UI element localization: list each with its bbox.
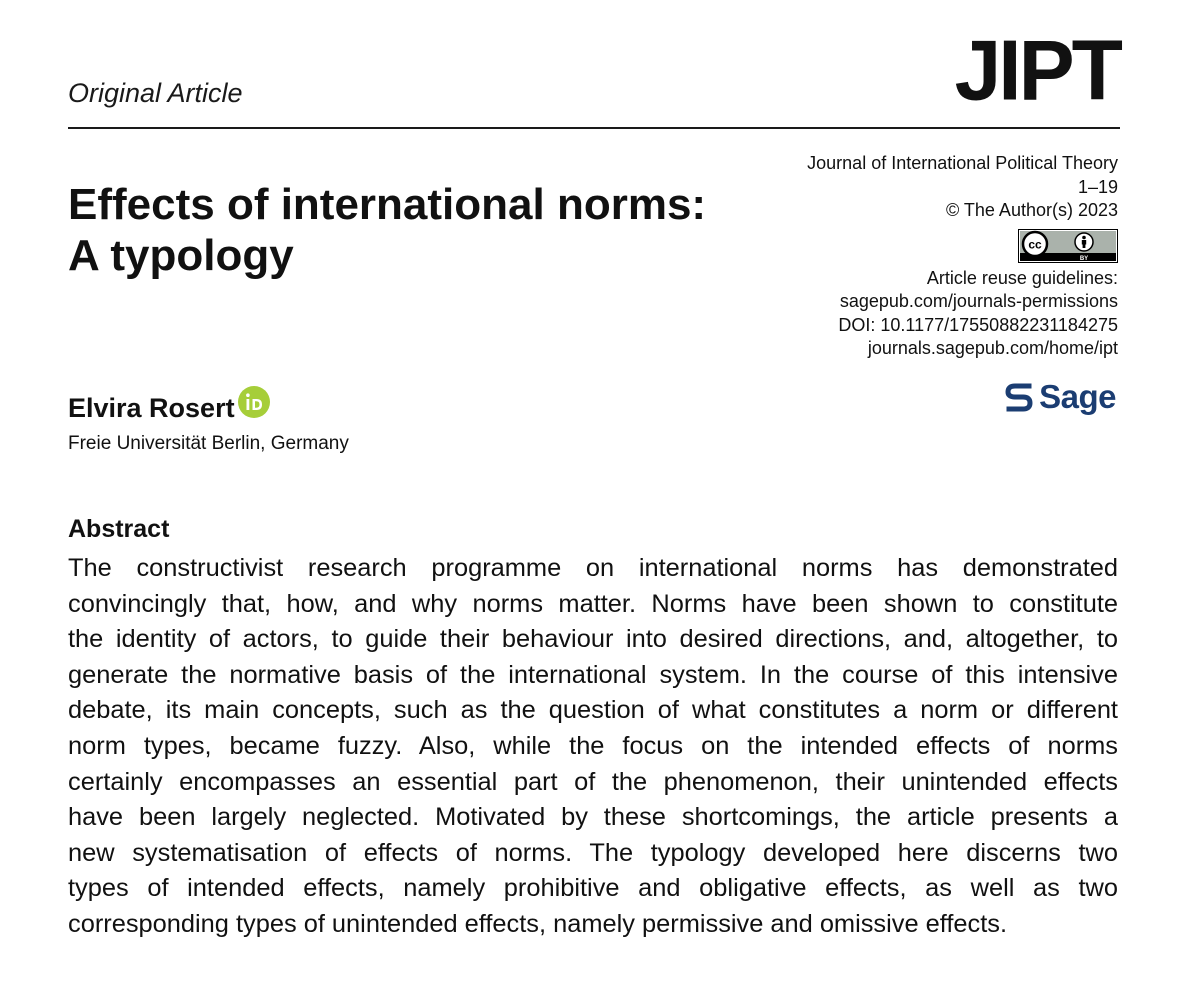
abstract-heading: Abstract [68,515,170,543]
reuse-guidelines-link[interactable]: sagepub.com/journals-permissions [839,291,1118,311]
journal-name: Journal of International Political Theory [807,153,1118,173]
journal-homepage-link[interactable]: journals.sagepub.com/home/ipt [867,338,1118,358]
article-type-label: Original Article [68,78,243,108]
publisher-name: Sage [1039,378,1116,415]
article-title-line-2: A typology [68,230,294,280]
license-badge-label: BY [1079,255,1089,262]
author-affiliation: Freie Universität Berlin, Germany [68,433,349,454]
header-divider [68,127,1120,129]
cc-by-license-badge[interactable] [1018,229,1118,263]
cc-icon [1023,232,1047,256]
abstract-line: generate the normative basis of the international system. In the course of this intensive [68,660,1118,689]
reuse-guidelines-label: Article reuse guidelines: [926,267,1118,288]
sage-s-icon [1005,382,1033,412]
doi-link[interactable]: DOI: 10.1177/17550882231184275 [838,314,1118,335]
abstract-line: certainly encompasses an essential part of the phenomenon, their unintended effects [68,767,1118,796]
page-range: 1–19 [1077,176,1118,197]
abstract-line: convincingly that, how, and why norms matter. Norms have been shown to constitute [68,589,1118,618]
abstract-body [68,551,1118,943]
abstract-line: new systematisation of effects of norms. The typology developed here discerns two [68,838,1118,867]
abstract-line: the identity of actors, to guide their behaviour into desired directions, and, altogether, to [68,625,1118,654]
article-title-line-1: Effects of international norms: [68,180,707,229]
publication-metadata [807,152,1118,361]
abstract-line: have been largely neglected. Motivated by these shortcomings, the article presents a [68,803,1118,832]
abstract-line: types of intended effects, namely prohibitive and obligative effects, as well as two [68,874,1118,903]
orcid-icon[interactable] [238,386,270,418]
abstract-line: The constructivist research programme on international norms has demonstrated [68,554,1118,582]
article-title [68,180,706,281]
abstract-line: norm types, became fuzzy. Also, while the focus on the intended effects of norms [68,731,1118,760]
author-name: Elvira Rosert [68,393,235,423]
copyright-notice: © The Author(s) 2023 [945,200,1118,220]
publisher-logo [1005,378,1116,416]
abstract-line: corresponding types of unintended effects, namely permissive and omissive effects. [68,909,1008,938]
by-person-icon [1075,233,1093,251]
abstract-line: debate, its main concepts, such as the question of what constitutes a norm or different [68,696,1118,725]
svg-text:cc: cc [1028,237,1042,251]
author-block [68,393,270,424]
journal-logo: JIPT [954,22,1120,118]
